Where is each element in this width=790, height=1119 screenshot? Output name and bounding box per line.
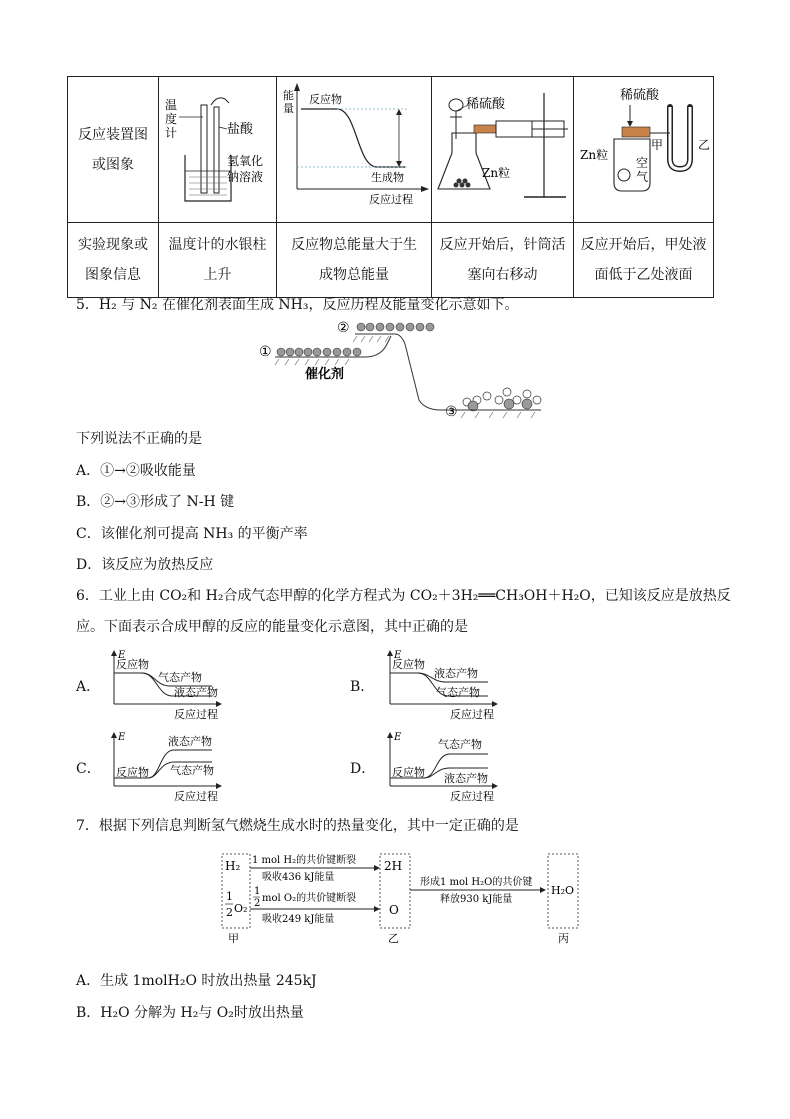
q6-graph-a[interactable]: [108, 648, 228, 720]
half-num: 1: [226, 890, 233, 903]
state-3-label: ③: [445, 404, 458, 420]
b-xlabel: 反应过程: [450, 708, 494, 720]
state-1-label: ①: [259, 344, 272, 360]
obs-c-line2: 塞向右移动: [467, 267, 538, 283]
c-xlabel: 反应过程: [174, 790, 218, 802]
arrow1-top: 1 mol H₂的共价键断裂: [252, 855, 357, 866]
d-xlabel: 反应过程: [450, 790, 494, 802]
thermo-label-3: 计: [165, 126, 178, 140]
row2-header-line1: 实验现象或: [78, 237, 148, 253]
arrow2-bot: 吸收249 kJ能量: [262, 914, 335, 925]
q6-stem-line1: 6．工业上由 CO₂和 H₂合成气态甲醇的化学方程式为 CO₂＋3H₂══CH₃OH＋H₂O，已知该反应是放热反: [76, 588, 731, 604]
bing-box-label: 丙: [558, 932, 569, 945]
h2-label: H₂: [225, 859, 241, 873]
naoh-label-2: 钠溶液: [227, 170, 264, 184]
experiment-table: [67, 76, 714, 298]
arrow3-bot: 释放930 kJ能量: [440, 894, 513, 905]
reactant-label: 反应物: [309, 93, 342, 106]
a-xlabel: 反应过程: [174, 708, 218, 720]
obs-d-line1: 反应开始后，甲处液: [580, 237, 707, 253]
d-liquid: 液态产物: [444, 772, 488, 785]
obs-b-line1: 反应物总能量大于生: [291, 237, 417, 253]
a-axis-e: E: [118, 650, 126, 661]
arrow2-half-den: 2: [254, 898, 261, 909]
arrow2-half-num: 1: [254, 886, 261, 897]
q5-prompt: 下列说法不正确的是: [76, 431, 202, 447]
fig-b-cell: [277, 77, 432, 223]
obs-a-line2: 上升: [203, 267, 232, 283]
row1-header: [68, 77, 159, 223]
beaker-thermometer-figure: [159, 77, 277, 211]
a-liquid: 液态产物: [174, 686, 218, 699]
q7-option-b[interactable]: B．H₂O 分解为 H₂与 O₂时放出热量: [76, 1005, 304, 1021]
jia-box-label: 甲: [228, 932, 239, 945]
b-axis-e: E: [394, 650, 402, 661]
obs-d-line2: 面低于乙处液面: [594, 267, 693, 283]
q7-energy-flow-figure: [218, 850, 588, 948]
yi-box-label: 乙: [388, 932, 399, 945]
d-acid-label: 稀硫酸: [620, 88, 660, 103]
q7-option-a[interactable]: A．生成 1molH₂O 时放出热量 245kJ: [76, 973, 317, 989]
fig-d-cell: [574, 77, 714, 223]
q6-option-a-label[interactable]: A．: [76, 679, 101, 695]
half-den: 2: [226, 906, 233, 919]
jia-label: 甲: [651, 138, 664, 152]
yi-label: 乙: [698, 138, 711, 152]
arrow2-top: mol O₂的共价键断裂: [262, 893, 357, 904]
c-acid-label: 稀硫酸: [466, 97, 506, 112]
thermo-label-1: 温: [165, 98, 178, 112]
obs-b-line2: 成物总能量: [319, 267, 389, 283]
d-reactant: 反应物: [392, 766, 425, 779]
a-gas: 气态产物: [158, 671, 202, 684]
u-tube-figure: [574, 77, 714, 211]
q6-graph-c[interactable]: [108, 730, 228, 802]
c-liquid: 液态产物: [168, 735, 212, 748]
q5-option-a[interactable]: A．①→②吸收能量: [76, 463, 196, 479]
c-axis-e: E: [118, 732, 126, 743]
h2o-label: H₂O: [551, 884, 575, 897]
energy-ylabel-2: 量: [283, 102, 294, 115]
state-2-label: ②: [337, 320, 350, 336]
row2-header: [68, 223, 159, 298]
energy-ylabel-1: 能: [283, 89, 294, 102]
q6-option-c-label[interactable]: C．: [76, 761, 101, 777]
c-reactant: 反应物: [116, 766, 149, 779]
q5-stem: 5．H₂ 与 N₂ 在催化剂表面生成 NH₃，反应历程及能量变化示意如下。: [76, 297, 519, 313]
c-zn-label: Zn粒: [482, 166, 511, 180]
b-liquid: 液态产物: [434, 667, 478, 680]
o-atom-label: O: [389, 903, 399, 917]
naoh-label-1: 氢氧化: [227, 154, 264, 168]
obs-a: [159, 223, 277, 298]
arrow3-top: 形成1 mol H₂O的共价键: [420, 877, 533, 888]
q6-graph-b[interactable]: [384, 648, 504, 720]
q6-graph-d[interactable]: [384, 730, 504, 802]
q7-stem: 7．根据下列信息判断氢气燃烧生成水时的热量变化，其中一定正确的是: [76, 818, 519, 834]
flask-syringe-figure: [432, 77, 574, 211]
d-axis-e: E: [394, 732, 402, 743]
energy-diagram-figure: [277, 77, 432, 211]
b-reactant: 反应物: [392, 658, 425, 671]
product-label: 生成物: [371, 171, 404, 184]
q6-stem-line2: 应。下面表示合成甲醇的反应的能量变化示意图，其中正确的是: [76, 619, 468, 635]
arrow1-bot: 吸收436 kJ能量: [262, 872, 335, 883]
row1-header-line2: 或图象: [92, 156, 134, 173]
thermo-label-2: 度: [165, 112, 178, 126]
fig-a-cell: [159, 77, 277, 223]
obs-a-line1: 温度计的水银柱: [168, 237, 267, 253]
q5-option-b[interactable]: B．②→③形成了 N-H 键: [76, 494, 235, 510]
air-label-1: 空: [636, 156, 649, 170]
o2-label: O₂: [234, 902, 248, 915]
air-label-2: 气: [636, 170, 649, 184]
reaction-process-label: 反应过程: [369, 193, 413, 206]
row2-header-line2: 图象信息: [85, 267, 141, 283]
d-zn-label: Zn粒: [580, 148, 609, 162]
q5-option-d[interactable]: D．该反应为放热反应: [76, 557, 214, 573]
two-h-label: 2H: [384, 859, 403, 873]
c-gas: 气态产物: [170, 764, 214, 777]
b-gas: 气态产物: [436, 686, 480, 699]
fig-c-cell: [432, 77, 574, 223]
d-gas: 气态产物: [438, 738, 482, 751]
q5-option-c[interactable]: C．该催化剂可提高 NH₃ 的平衡产率: [76, 526, 308, 542]
q6-option-d-label[interactable]: D．: [350, 761, 376, 777]
obs-d: [574, 223, 714, 298]
obs-c-line1: 反应开始后，针筒活: [439, 237, 566, 253]
obs-b: [277, 223, 432, 298]
row1-header-line1: 反应装置图: [78, 126, 148, 143]
a-reactant: 反应物: [116, 658, 149, 671]
catalyst-label: 催化剂: [305, 367, 345, 382]
q5-catalyst-figure: [255, 314, 545, 424]
q6-option-b-label[interactable]: B．: [350, 679, 375, 695]
acid-label: 盐酸: [227, 122, 254, 137]
obs-c: [432, 223, 574, 298]
